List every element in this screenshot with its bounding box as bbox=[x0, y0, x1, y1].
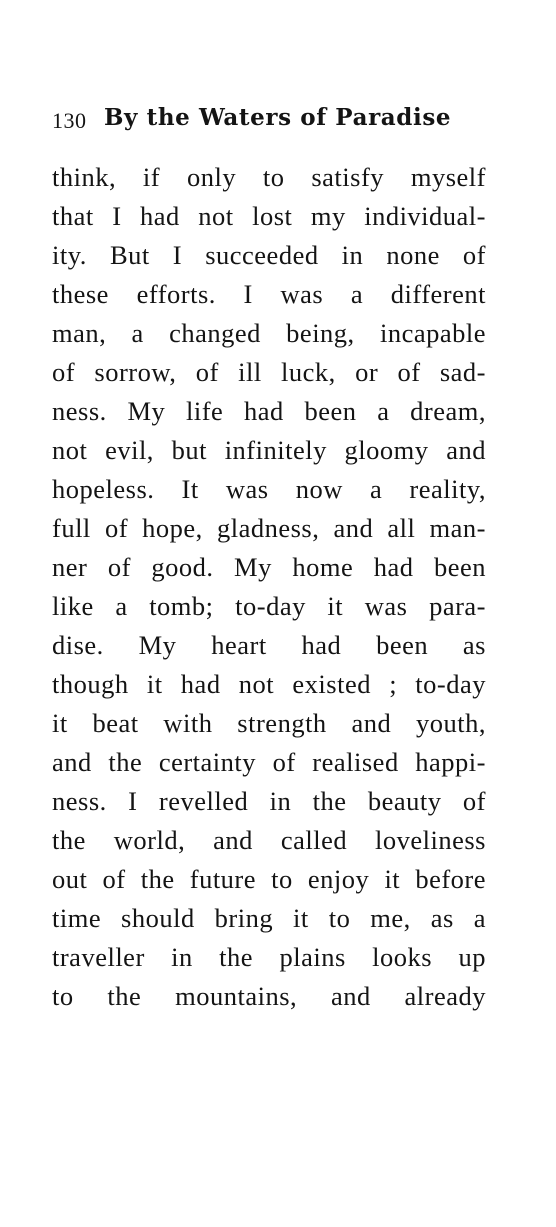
text-line: ity. But I succeeded in none of bbox=[52, 240, 486, 270]
text-line: to the mountains, and already bbox=[52, 981, 486, 1011]
text-line: ness. My life had been a dream, bbox=[52, 396, 486, 426]
text-line: and the certainty of realised happi- bbox=[52, 747, 486, 777]
text-line: dise. My heart had been as bbox=[52, 630, 486, 660]
text-line: ner of good. My home had been bbox=[52, 552, 486, 582]
text-line: time should bring it to me, as a bbox=[52, 903, 486, 933]
text-line: of sorrow, of ill luck, or of sad- bbox=[52, 357, 486, 387]
text-line: that I had not lost my individual- bbox=[52, 201, 486, 231]
page-number: 130 bbox=[52, 108, 87, 133]
text-line: though it had not existed ; to-day bbox=[52, 669, 486, 699]
running-title: By the Waters of Paradise bbox=[104, 104, 452, 131]
text-line: hopeless. It was now a reality, bbox=[52, 474, 486, 504]
text-line: it beat with strength and youth, bbox=[52, 708, 486, 738]
text-line: think, if only to satisfy myself bbox=[52, 162, 486, 192]
text-line: out of the future to enjoy it before bbox=[52, 864, 486, 894]
text-line: the world, and called loveliness bbox=[52, 825, 486, 855]
text-line: man, a changed being, incapable bbox=[52, 318, 486, 348]
text-line: not evil, but infinitely gloomy and bbox=[52, 435, 486, 465]
body-text bbox=[52, 158, 486, 1016]
text-line: traveller in the plains looks up bbox=[52, 942, 486, 972]
text-line: ness. I revelled in the beauty of bbox=[52, 786, 486, 816]
running-head bbox=[52, 104, 492, 134]
text-line: full of hope, gladness, and all man- bbox=[52, 513, 486, 543]
text-line: these efforts. I was a different bbox=[52, 279, 486, 309]
text-line: like a tomb; to-day it was para- bbox=[52, 591, 486, 621]
